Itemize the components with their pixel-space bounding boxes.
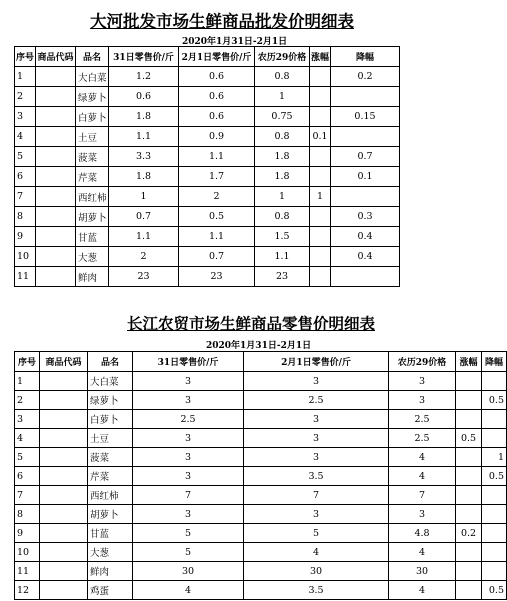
cell-name: 菠菜 — [88, 448, 133, 467]
cell-code — [40, 543, 88, 562]
cell-increase — [310, 87, 331, 107]
cell-decrease — [482, 486, 507, 505]
cell-price-31: 5 — [133, 524, 244, 543]
col-header-increase: 涨幅 — [310, 47, 331, 67]
cell-price-31: 5 — [133, 543, 244, 562]
cell-index: 9 — [15, 227, 36, 247]
cell-index: 10 — [15, 543, 40, 562]
cell-code — [36, 167, 76, 187]
retail-table-title: 长江农贸市场生鲜商品零售价明细表 — [127, 314, 376, 333]
cell-name: 西红柿 — [88, 486, 133, 505]
cell-name: 土豆 — [76, 127, 109, 147]
cell-index: 7 — [15, 187, 36, 207]
cell-price-feb1: 3 — [244, 505, 389, 524]
table-row — [15, 486, 507, 505]
cell-price-lunar29: 30 — [389, 562, 456, 581]
cell-code — [40, 429, 88, 448]
cell-price-31: 23 — [109, 267, 179, 287]
cell-index: 9 — [15, 524, 40, 543]
cell-index: 3 — [15, 107, 36, 127]
cell-index: 4 — [15, 429, 40, 448]
cell-index: 11 — [15, 562, 40, 581]
col-header-price-lunar29: 农历29价格 — [389, 352, 456, 372]
cell-price-feb1: 2.5 — [244, 391, 389, 410]
cell-price-feb1: 1.7 — [179, 167, 255, 187]
table-header-row — [15, 47, 400, 67]
cell-index: 2 — [15, 391, 40, 410]
cell-decrease — [482, 372, 507, 391]
cell-name: 大葱 — [76, 247, 109, 267]
cell-name: 胡萝卜 — [76, 207, 109, 227]
cell-price-lunar29: 3 — [389, 505, 456, 524]
table-row — [15, 410, 507, 429]
cell-name: 芹菜 — [88, 467, 133, 486]
col-header-index: 序号 — [15, 47, 36, 67]
table-row — [15, 372, 507, 391]
cell-index: 4 — [15, 127, 36, 147]
cell-code — [40, 581, 88, 600]
cell-code — [36, 247, 76, 267]
cell-price-feb1: 3 — [244, 429, 389, 448]
cell-price-31: 3 — [133, 372, 244, 391]
cell-code — [36, 207, 76, 227]
cell-price-31: 1.8 — [109, 107, 179, 127]
cell-increase: 1 — [310, 187, 331, 207]
cell-name: 绿萝卜 — [88, 391, 133, 410]
cell-price-feb1: 0.6 — [179, 107, 255, 127]
cell-code — [40, 524, 88, 543]
cell-price-lunar29: 0.75 — [255, 107, 310, 127]
cell-decrease: 0.3 — [331, 207, 400, 227]
cell-price-31: 3 — [133, 505, 244, 524]
cell-name: 大白菜 — [88, 372, 133, 391]
cell-name: 土豆 — [88, 429, 133, 448]
cell-index: 5 — [15, 147, 36, 167]
cell-price-lunar29: 0.8 — [255, 67, 310, 87]
col-header-code: 商品代码 — [40, 352, 88, 372]
cell-price-31: 1.8 — [109, 167, 179, 187]
cell-decrease: 1 — [482, 448, 507, 467]
cell-index: 6 — [15, 467, 40, 486]
cell-price-lunar29: 3 — [389, 372, 456, 391]
cell-price-feb1: 0.6 — [179, 67, 255, 87]
cell-price-lunar29: 3 — [389, 391, 456, 410]
cell-code — [36, 107, 76, 127]
col-header-code: 商品代码 — [36, 47, 76, 67]
cell-price-lunar29: 1.8 — [255, 147, 310, 167]
col-header-name: 品名 — [88, 352, 133, 372]
cell-price-lunar29: 4 — [389, 467, 456, 486]
cell-decrease — [331, 87, 400, 107]
cell-price-31: 4 — [133, 581, 244, 600]
cell-increase — [310, 227, 331, 247]
cell-increase — [310, 107, 331, 127]
cell-code — [40, 467, 88, 486]
cell-price-lunar29: 0.8 — [255, 127, 310, 147]
cell-price-lunar29: 0.8 — [255, 207, 310, 227]
table-row — [15, 227, 400, 247]
col-header-index: 序号 — [15, 352, 40, 372]
cell-name: 鲜肉 — [76, 267, 109, 287]
cell-price-31: 30 — [133, 562, 244, 581]
cell-code — [40, 486, 88, 505]
col-header-price-feb1: 2月1日零售价/斤 — [244, 352, 389, 372]
col-header-price-lunar29: 农历29价格 — [255, 47, 310, 67]
cell-decrease — [331, 267, 400, 287]
cell-code — [40, 372, 88, 391]
cell-decrease: 0.2 — [331, 67, 400, 87]
retail-price-table — [14, 351, 507, 600]
table-row — [15, 67, 400, 87]
cell-code — [36, 267, 76, 287]
cell-name: 菠菜 — [76, 147, 109, 167]
cell-price-31: 1 — [109, 187, 179, 207]
cell-price-31: 2 — [109, 247, 179, 267]
cell-price-lunar29: 1.5 — [255, 227, 310, 247]
wholesale-table-title: 大河批发市场生鲜商品批发价明细表 — [90, 12, 354, 31]
cell-price-31: 3 — [133, 391, 244, 410]
cell-price-feb1: 0.6 — [179, 87, 255, 107]
col-header-price-31: 31日零售价/斤 — [133, 352, 244, 372]
cell-price-31: 2.5 — [133, 410, 244, 429]
cell-decrease: 0.7 — [331, 147, 400, 167]
cell-increase — [456, 448, 482, 467]
wholesale-price-table — [14, 46, 400, 287]
cell-decrease — [482, 505, 507, 524]
cell-price-feb1: 0.5 — [179, 207, 255, 227]
cell-name: 大葱 — [88, 543, 133, 562]
cell-code — [40, 562, 88, 581]
cell-increase: 0.2 — [456, 524, 482, 543]
cell-decrease — [482, 524, 507, 543]
col-header-decrease: 降幅 — [482, 352, 507, 372]
cell-price-31: 0.6 — [109, 87, 179, 107]
retail-date-range: 2020年1月31日-2月1日 — [206, 341, 312, 351]
cell-index: 1 — [15, 372, 40, 391]
cell-index: 11 — [15, 267, 36, 287]
cell-name: 绿萝卜 — [76, 87, 109, 107]
cell-price-lunar29: 1.1 — [255, 247, 310, 267]
cell-name: 鲜肉 — [88, 562, 133, 581]
cell-price-lunar29: 1.8 — [255, 167, 310, 187]
cell-price-lunar29: 1 — [255, 187, 310, 207]
table-row — [15, 87, 400, 107]
table-row — [15, 267, 400, 287]
cell-increase — [456, 562, 482, 581]
cell-name: 白萝卜 — [76, 107, 109, 127]
col-header-increase: 涨幅 — [456, 352, 482, 372]
cell-increase — [310, 267, 331, 287]
cell-decrease — [482, 429, 507, 448]
col-header-decrease: 降幅 — [331, 47, 400, 67]
table-row — [15, 562, 507, 581]
col-header-name: 品名 — [76, 47, 109, 67]
cell-decrease: 0.15 — [331, 107, 400, 127]
cell-increase — [310, 247, 331, 267]
cell-code — [36, 127, 76, 147]
table-row — [15, 581, 507, 600]
cell-increase: 0.5 — [456, 429, 482, 448]
cell-decrease — [331, 187, 400, 207]
cell-index: 2 — [15, 87, 36, 107]
cell-index: 6 — [15, 167, 36, 187]
cell-name: 鸡蛋 — [88, 581, 133, 600]
cell-price-lunar29: 23 — [255, 267, 310, 287]
cell-name: 甘蓝 — [88, 524, 133, 543]
cell-increase — [456, 410, 482, 429]
cell-price-feb1: 7 — [244, 486, 389, 505]
cell-price-feb1: 23 — [179, 267, 255, 287]
cell-price-lunar29: 7 — [389, 486, 456, 505]
cell-decrease: 0.5 — [482, 391, 507, 410]
cell-price-lunar29: 4 — [389, 543, 456, 562]
table-header-row — [15, 352, 507, 372]
cell-index: 5 — [15, 448, 40, 467]
cell-price-31: 3 — [133, 448, 244, 467]
cell-code — [36, 87, 76, 107]
wholesale-date-range: 2020年1月31日-2月1日 — [182, 37, 288, 47]
cell-code — [36, 67, 76, 87]
table-row — [15, 429, 507, 448]
cell-code — [36, 227, 76, 247]
cell-decrease: 0.4 — [331, 227, 400, 247]
cell-price-feb1: 0.9 — [179, 127, 255, 147]
cell-name: 西红柿 — [76, 187, 109, 207]
cell-price-31: 1.1 — [109, 227, 179, 247]
table-row — [15, 505, 507, 524]
table-row — [15, 467, 507, 486]
cell-increase — [310, 207, 331, 227]
cell-name: 白萝卜 — [88, 410, 133, 429]
cell-price-31: 1.2 — [109, 67, 179, 87]
cell-index: 12 — [15, 581, 40, 600]
cell-price-feb1: 2 — [179, 187, 255, 207]
cell-decrease: 0.1 — [331, 167, 400, 187]
table-row — [15, 543, 507, 562]
cell-price-feb1: 0.7 — [179, 247, 255, 267]
cell-name: 胡萝卜 — [88, 505, 133, 524]
cell-code — [40, 448, 88, 467]
cell-increase — [456, 467, 482, 486]
cell-decrease — [482, 543, 507, 562]
cell-price-feb1: 1.1 — [179, 227, 255, 247]
cell-price-lunar29: 4.8 — [389, 524, 456, 543]
cell-price-lunar29: 4 — [389, 448, 456, 467]
cell-increase — [310, 147, 331, 167]
cell-price-31: 0.7 — [109, 207, 179, 227]
table-row — [15, 391, 507, 410]
col-header-price-31: 31日零售价/斤 — [109, 47, 179, 67]
cell-code — [40, 391, 88, 410]
cell-price-feb1: 3 — [244, 372, 389, 391]
cell-price-feb1: 4 — [244, 543, 389, 562]
cell-index: 1 — [15, 67, 36, 87]
cell-name: 大白菜 — [76, 67, 109, 87]
cell-code — [40, 410, 88, 429]
cell-name: 甘蓝 — [76, 227, 109, 247]
table-row — [15, 187, 400, 207]
cell-price-feb1: 3.5 — [244, 581, 389, 600]
cell-price-lunar29: 4 — [389, 581, 456, 600]
table-row — [15, 147, 400, 167]
table-row — [15, 167, 400, 187]
cell-increase — [310, 67, 331, 87]
table-row — [15, 448, 507, 467]
cell-price-feb1: 1.1 — [179, 147, 255, 167]
cell-index: 8 — [15, 207, 36, 227]
cell-increase — [456, 505, 482, 524]
cell-decrease: 0.5 — [482, 581, 507, 600]
cell-code — [36, 187, 76, 207]
cell-increase — [456, 391, 482, 410]
table-row — [15, 107, 400, 127]
cell-decrease — [331, 127, 400, 147]
cell-price-lunar29: 1 — [255, 87, 310, 107]
cell-increase — [310, 167, 331, 187]
cell-price-lunar29: 2.5 — [389, 410, 456, 429]
cell-index: 8 — [15, 505, 40, 524]
cell-increase — [456, 581, 482, 600]
cell-price-feb1: 30 — [244, 562, 389, 581]
col-header-price-feb1: 2月1日零售价/斤 — [179, 47, 255, 67]
cell-decrease: 0.4 — [331, 247, 400, 267]
cell-price-31: 1.1 — [109, 127, 179, 147]
cell-name: 芹菜 — [76, 167, 109, 187]
cell-decrease — [482, 562, 507, 581]
cell-decrease — [482, 410, 507, 429]
table-row — [15, 127, 400, 147]
cell-decrease: 0.5 — [482, 467, 507, 486]
cell-index: 10 — [15, 247, 36, 267]
cell-price-feb1: 5 — [244, 524, 389, 543]
cell-increase — [456, 486, 482, 505]
cell-price-feb1: 3.5 — [244, 467, 389, 486]
cell-price-31: 3 — [133, 467, 244, 486]
table-row — [15, 247, 400, 267]
cell-increase — [456, 543, 482, 562]
cell-price-feb1: 3 — [244, 410, 389, 429]
cell-increase — [456, 372, 482, 391]
cell-index: 3 — [15, 410, 40, 429]
cell-increase: 0.1 — [310, 127, 331, 147]
cell-code — [36, 147, 76, 167]
table-row — [15, 524, 507, 543]
cell-code — [40, 505, 88, 524]
cell-price-31: 3 — [133, 429, 244, 448]
cell-price-feb1: 3 — [244, 448, 389, 467]
cell-index: 7 — [15, 486, 40, 505]
cell-price-31: 3.3 — [109, 147, 179, 167]
table-row — [15, 207, 400, 227]
cell-price-31: 7 — [133, 486, 244, 505]
cell-price-lunar29: 2.5 — [389, 429, 456, 448]
